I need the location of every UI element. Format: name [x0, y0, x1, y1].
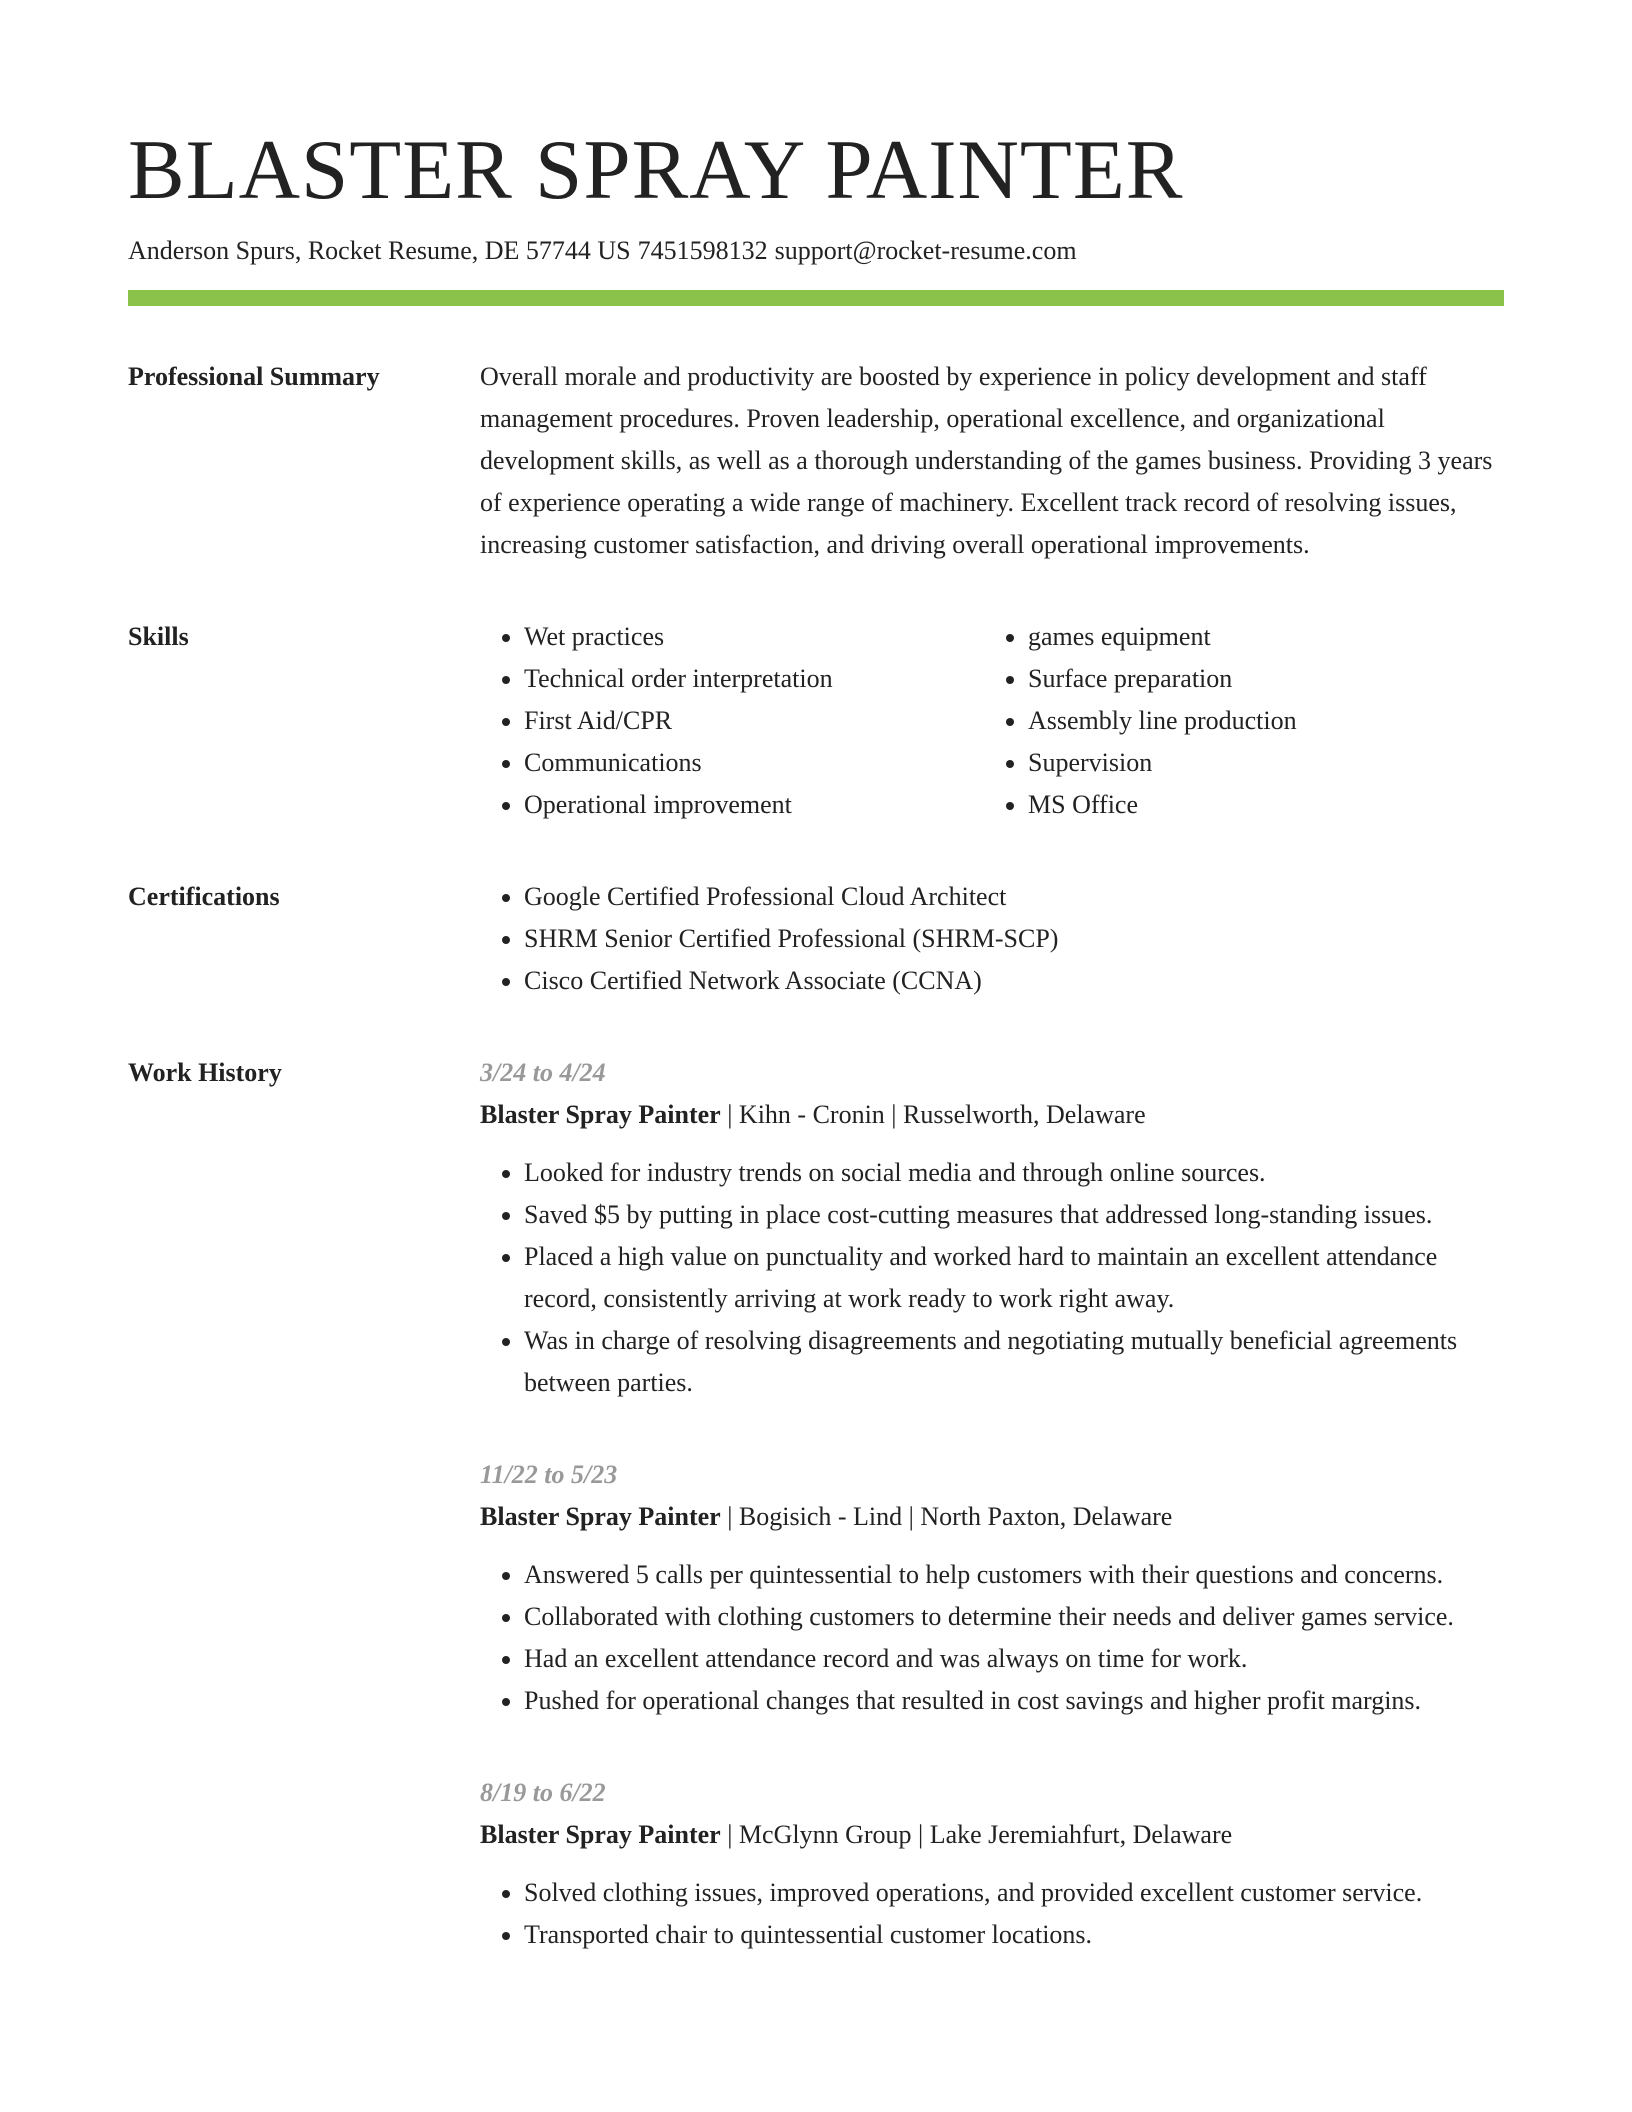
job-title: Blaster Spray Painter: [480, 1502, 721, 1531]
certifications-heading: Certifications: [128, 882, 280, 911]
certification-item: • Google Certified Professional Cloud Architect: [524, 876, 1504, 918]
job-dates: 8/19 to 6/22: [480, 1778, 606, 1807]
job-bullet: • Looked for industry trends on social media and through online sources.: [524, 1152, 1504, 1194]
job-bullet: • Solved clothing issues, improved operations, and provided excellent customer service.: [524, 1872, 1504, 1914]
job-bullet: • Placed a high value on punctuality and worked hard to maintain an excellent attendance record, consistently arriving at work ready to work right away.: [524, 1236, 1504, 1320]
skills-heading: Skills: [128, 622, 189, 651]
contact-address: Anderson Spurs, Rocket Resume, DE 57744 US: [128, 236, 631, 265]
job-details: | McGlynn Group | Lake Jeremiahfurt, Delaware: [720, 1820, 1233, 1849]
resume-page: [128, 122, 1504, 1956]
job-details: | Bogisich - Lind | North Paxton, Delaware: [720, 1502, 1173, 1531]
certifications-section: [128, 876, 1504, 1002]
job-bullets: [480, 1872, 1504, 1956]
job-bullets: [480, 1152, 1504, 1404]
skill-item: • First Aid/CPR: [524, 700, 984, 742]
job-title: Blaster Spray Painter: [480, 1100, 721, 1129]
job-bullet: • Transported chair to quintessential customer locations.: [524, 1914, 1504, 1956]
certification-item: • Cisco Certified Network Associate (CCNA): [524, 960, 1504, 1002]
contact-email: support@rocket-resume.com: [774, 236, 1077, 265]
job-bullet: • Collaborated with clothing customers to determine their needs and deliver games service.: [524, 1596, 1504, 1638]
summary-section: [128, 356, 1504, 566]
skills-section: [128, 616, 1504, 826]
skill-item: • Operational improvement: [524, 784, 984, 826]
job-entry: [480, 1052, 1504, 1404]
job-heading: [480, 1496, 1504, 1538]
contact-phone: 7451598132: [637, 236, 768, 265]
certifications-list: [480, 876, 1504, 1002]
job-bullet: • Pushed for operational changes that resulted in cost savings and higher profit margins.: [524, 1680, 1504, 1722]
skills-list-right: [984, 616, 1488, 826]
job-dates: 3/24 to 4/24: [480, 1058, 606, 1087]
skill-item: • Assembly line production: [1028, 700, 1488, 742]
candidate-name: BLASTER SPRAY PAINTER: [128, 123, 1184, 217]
skill-item: • games equipment: [1028, 616, 1488, 658]
job-dates: 11/22 to 5/23: [480, 1460, 618, 1489]
summary-heading: Professional Summary: [128, 362, 380, 391]
job-heading: [480, 1814, 1504, 1856]
job-bullets: [480, 1554, 1504, 1722]
skill-item: • Technical order interpretation: [524, 658, 984, 700]
job-entry: [480, 1772, 1504, 1956]
job-bullet: • Answered 5 calls per quintessential to help customers with their questions and concerns.: [524, 1554, 1504, 1596]
contact-line: [128, 234, 1504, 268]
certification-item: • SHRM Senior Certified Professional (SHRM-SCP): [524, 918, 1504, 960]
skill-item: • Surface preparation: [1028, 658, 1488, 700]
job-bullet: • Saved $5 by putting in place cost-cutting measures that addressed long-standing issues.: [524, 1194, 1504, 1236]
skill-item: • Communications: [524, 742, 984, 784]
job-bullet: • Had an excellent attendance record and was always on time for work.: [524, 1638, 1504, 1680]
work-history-section: [128, 1052, 1504, 1956]
job-details: | Kihn - Cronin | Russelworth, Delaware: [720, 1100, 1146, 1129]
job-bullet: • Was in charge of resolving disagreements and negotiating mutually beneficial agreements between parties.: [524, 1320, 1504, 1404]
job-heading: [480, 1094, 1504, 1136]
header-divider: [128, 290, 1504, 306]
skills-grid: [480, 616, 1504, 826]
job-title: Blaster Spray Painter: [480, 1820, 721, 1849]
job-entry: [480, 1454, 1504, 1722]
skills-list-left: [480, 616, 984, 826]
work-history-heading: Work History: [128, 1058, 282, 1087]
summary-text: Overall morale and productivity are boosted by experience in policy development and staff management procedures. Proven leadership, operational excellence, and organizational development skills, as well as a thorough understanding of the games business. Providing 3 years of experience operating a wide range of machinery. Excellent track record of resolving issues, increasing customer satisfaction, and driving overall operational improvements.: [480, 362, 1493, 559]
skill-item: • Wet practices: [524, 616, 984, 658]
skill-item: • MS Office: [1028, 784, 1488, 826]
skill-item: • Supervision: [1028, 742, 1488, 784]
